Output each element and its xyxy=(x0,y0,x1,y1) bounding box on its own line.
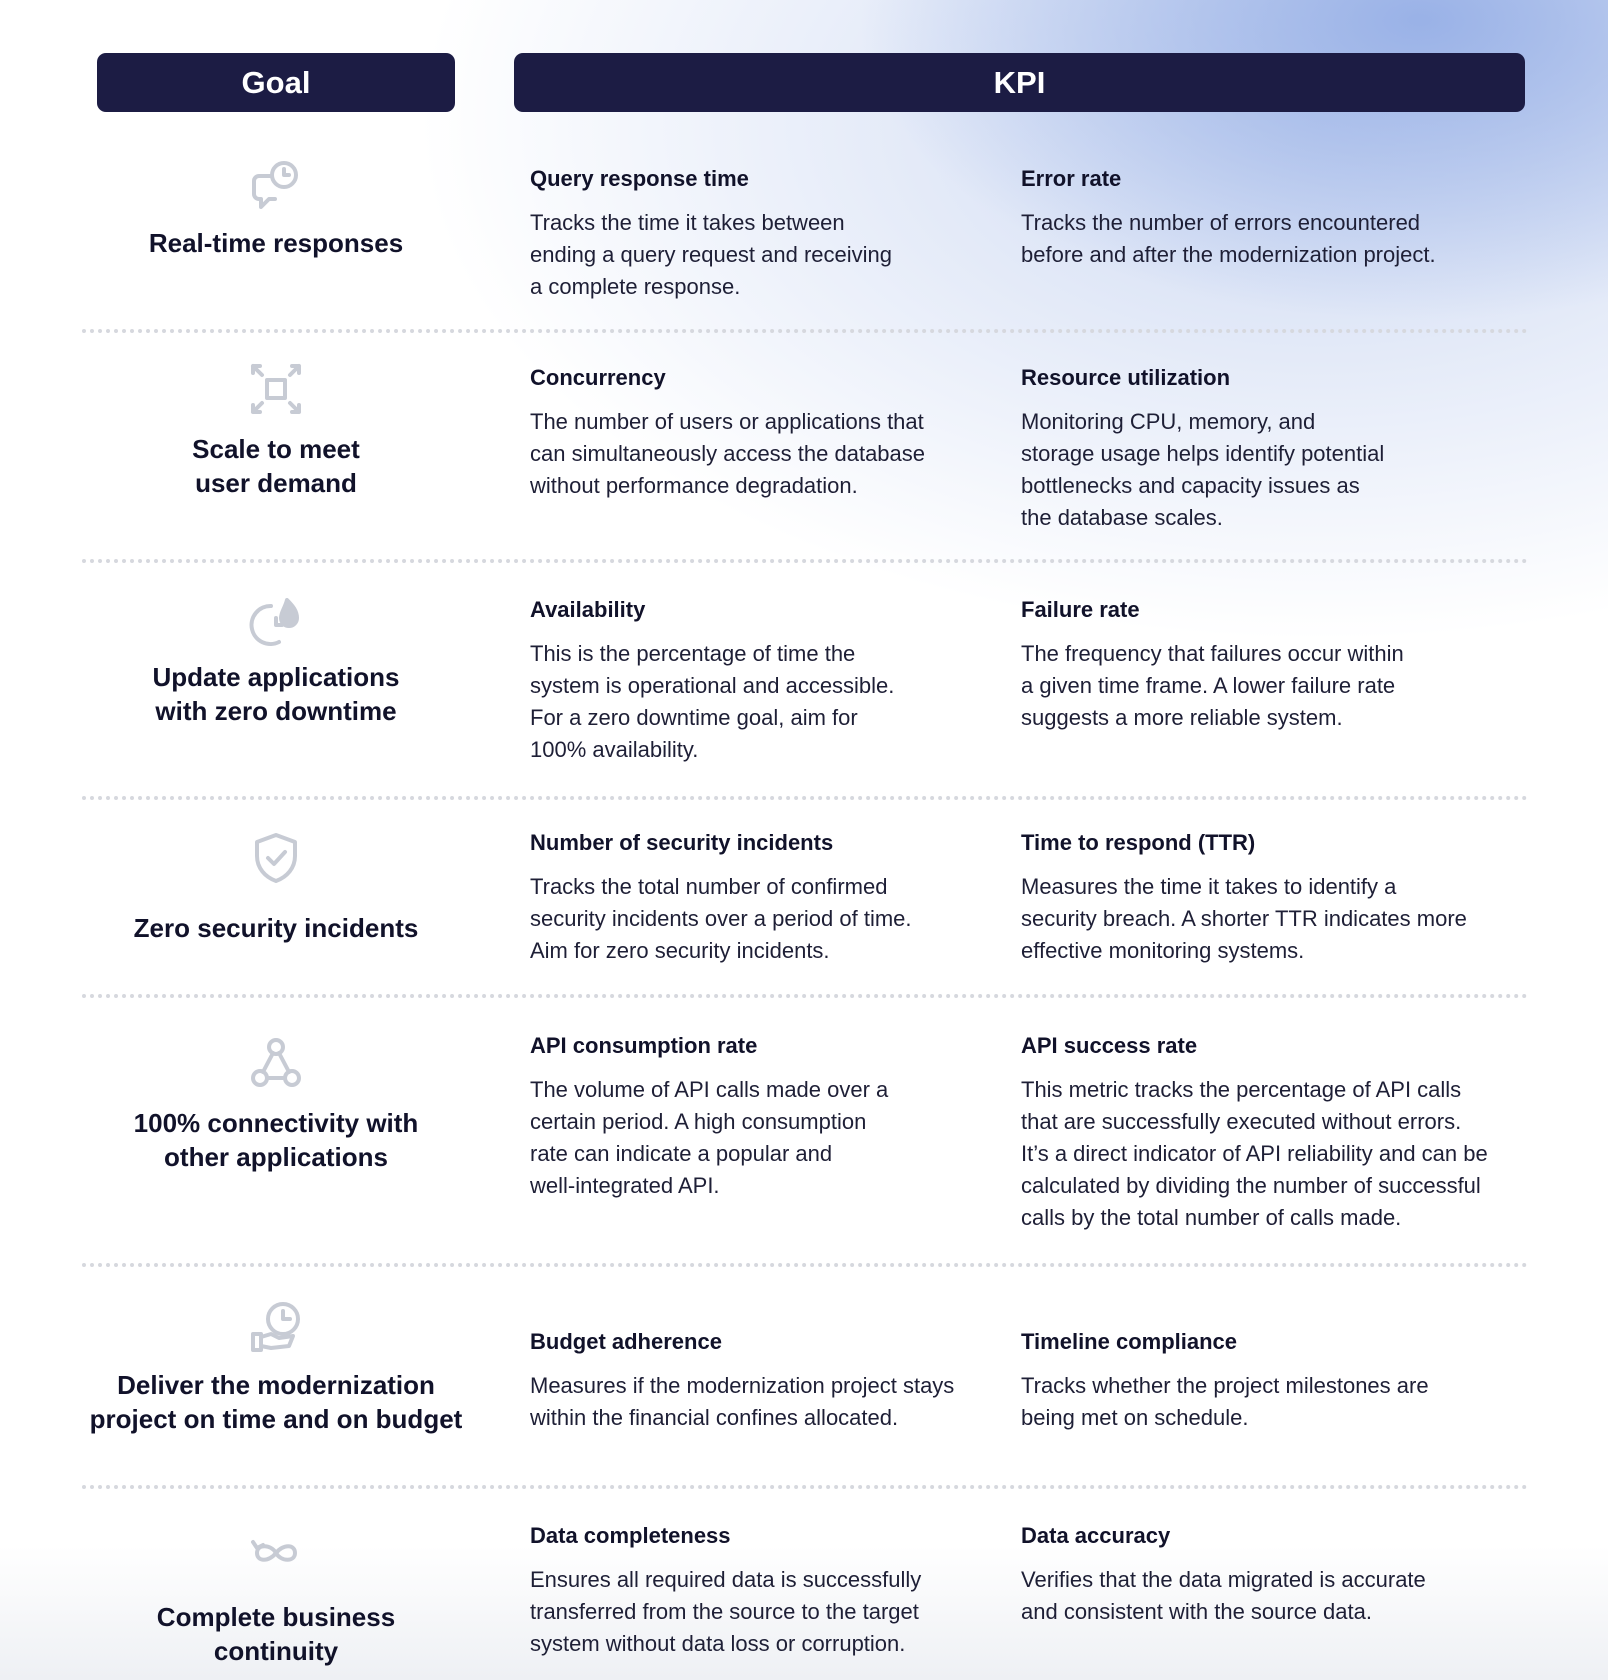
goal-cell xyxy=(82,1300,470,1436)
shield-check-icon xyxy=(249,831,303,885)
kpi-cell xyxy=(530,1522,990,1660)
goal-title: 100% connectivity with other applications xyxy=(133,1108,419,1172)
kpi-title: Data accuracy xyxy=(1021,1523,1171,1548)
kpi-title: Number of security incidents xyxy=(530,830,834,855)
goal-cell xyxy=(82,1526,470,1668)
row-divider xyxy=(82,994,1528,998)
row-divider xyxy=(82,796,1528,800)
row-divider xyxy=(82,1485,1528,1489)
budget-clock-icon xyxy=(249,1300,303,1354)
kpi-cell xyxy=(1021,1328,1541,1434)
row-divider xyxy=(82,329,1528,333)
goal-title: Deliver the modernization project on time and on budget xyxy=(89,1370,463,1434)
kpi-description: Monitoring CPU, memory, and storage usage helps identify potential bottlenecks and capacity issues as the database scales. xyxy=(1021,409,1385,530)
goal-title: Zero security incidents xyxy=(133,913,419,943)
kpi-header-label: KPI xyxy=(993,64,1046,100)
kpi-title: API success rate xyxy=(1021,1033,1198,1058)
row-divider xyxy=(82,559,1528,563)
kpi-description: Ensures all required data is successfully transferred from the source to the target system without data loss or corruption. xyxy=(530,1567,922,1656)
goal-cell xyxy=(82,362,470,500)
kpi-cell xyxy=(530,364,990,502)
goal-column-header xyxy=(97,53,455,112)
kpi-description: Verifies that the data migrated is accurate and consistent with the source data. xyxy=(1021,1567,1426,1624)
kpi-description: Tracks the total number of confirmed security incidents over a period of time. Aim for zero security incidents. xyxy=(530,874,912,963)
goal-cell xyxy=(82,1036,470,1174)
kpi-description: The frequency that failures occur within a given time frame. A lower failure rate suggests a more reliable system. xyxy=(1021,641,1404,730)
kpi-description: Measures if the modernization project stays within the financial confines allocated. xyxy=(530,1373,955,1430)
kpi-description: The number of users or applications that can simultaneously access the database without performance degradation. xyxy=(530,409,926,498)
kpi-title: API consumption rate xyxy=(530,1033,758,1058)
kpi-cell xyxy=(530,1328,990,1434)
kpi-description: The volume of API calls made over a certain period. A high consumption rate can indicate a popular and well-integrated API. xyxy=(530,1077,889,1198)
kpi-description: Tracks whether the project milestones are being met on schedule. xyxy=(1021,1373,1429,1430)
kpi-column-header xyxy=(514,53,1525,112)
goal-title: Scale to meet user demand xyxy=(192,434,360,498)
kpi-cell xyxy=(530,165,990,303)
kpi-cell xyxy=(1021,364,1541,534)
uptime-refresh-icon xyxy=(249,596,303,650)
kpi-cell xyxy=(1021,1032,1541,1234)
scale-expand-icon xyxy=(249,362,303,416)
goal-cell xyxy=(82,158,470,260)
goal-title: Complete business continuity xyxy=(156,1602,396,1666)
infinity-continuity-icon xyxy=(249,1526,303,1580)
goal-cell xyxy=(82,596,470,728)
kpi-description: Tracks the time it takes between ending a query request and receiving a complete response. xyxy=(530,210,893,299)
kpi-cell xyxy=(1021,829,1541,967)
kpi-title: Concurrency xyxy=(530,365,666,390)
goal-header-label: Goal xyxy=(241,64,311,100)
kpi-cell xyxy=(1021,165,1541,271)
row-divider xyxy=(82,1263,1528,1267)
goal-title: Real-time responses xyxy=(148,228,404,258)
kpi-title: Error rate xyxy=(1021,166,1122,191)
kpi-title: Timeline compliance xyxy=(1021,1329,1238,1354)
kpi-title: Availability xyxy=(530,597,646,622)
kpi-cell xyxy=(530,596,990,766)
goal-title: Update applications with zero downtime xyxy=(152,662,400,726)
kpi-title: Resource utilization xyxy=(1021,365,1231,390)
kpi-cell xyxy=(1021,596,1541,734)
kpi-description: This metric tracks the percentage of API calls that are successfully executed without errors. It’s a direct indicator of API reliability and can be calculated by dividing the number of successful calls by the total number of calls made. xyxy=(1021,1077,1488,1230)
kpi-cell xyxy=(530,1032,990,1202)
kpi-cell xyxy=(530,829,990,967)
kpi-title: Time to respond (TTR) xyxy=(1021,830,1256,855)
kpi-description: This is the percentage of time the system is operational and accessible. For a zero downtime goal, aim for 100% availability. xyxy=(530,641,895,762)
chat-clock-icon xyxy=(249,158,303,212)
kpi-description: Tracks the number of errors encountered before and after the modernization project. xyxy=(1021,210,1436,267)
kpi-description: Measures the time it takes to identify a security breach. A shorter TTR indicates more effective monitoring systems. xyxy=(1021,874,1467,963)
goal-cell xyxy=(82,831,470,945)
kpi-title: Failure rate xyxy=(1021,597,1140,622)
kpi-title: Budget adherence xyxy=(530,1329,722,1354)
kpi-title: Query response time xyxy=(530,166,749,191)
kpi-cell xyxy=(1021,1522,1541,1628)
kpi-title: Data completeness xyxy=(530,1523,731,1548)
network-nodes-icon xyxy=(249,1036,303,1090)
